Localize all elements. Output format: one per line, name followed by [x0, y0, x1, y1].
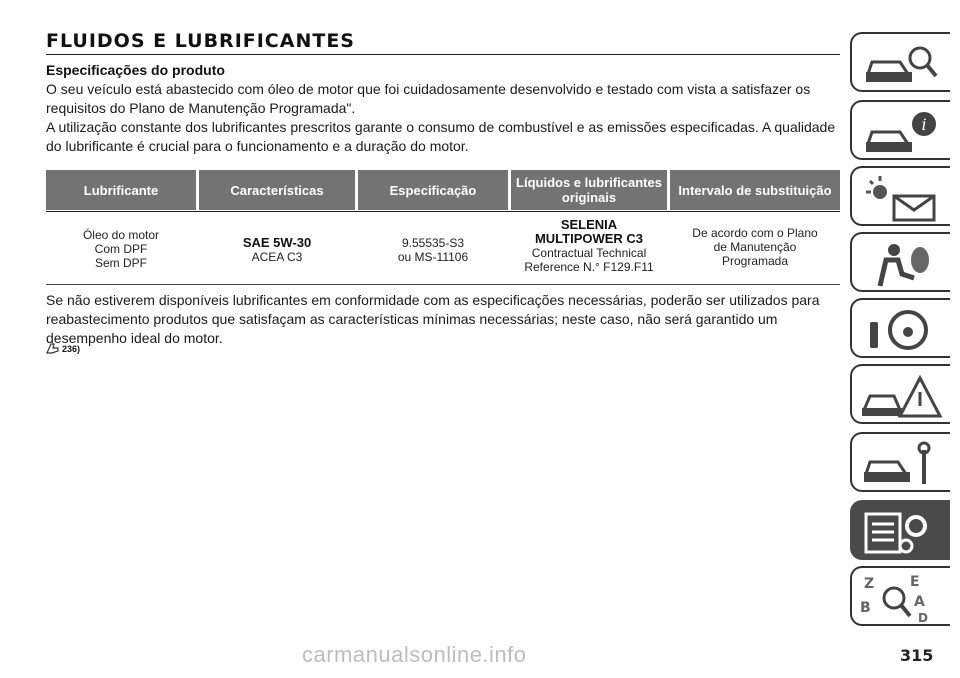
svg-text:Z: Z — [864, 576, 875, 592]
airbag-seat-icon — [858, 238, 944, 290]
car-info-icon — [858, 106, 944, 158]
tab-safety[interactable] — [850, 232, 950, 292]
header-replacement-interval: Intervalo de substituição — [670, 170, 840, 210]
tab-starting-driving[interactable] — [850, 298, 950, 358]
tab-index[interactable] — [850, 566, 950, 626]
table-header-row — [46, 170, 840, 210]
car-search-icon — [858, 38, 944, 90]
svg-text:B: B — [860, 600, 871, 616]
warning-reference[interactable] — [46, 342, 80, 354]
car-breakdown-warning-icon — [858, 370, 944, 422]
warning-hand-icon — [46, 342, 60, 354]
cell-lubricant: Óleo do motor Com DPF Sem DPF — [82, 228, 160, 270]
svg-text:i: i — [921, 115, 927, 134]
table-row — [46, 212, 840, 284]
intro-paragraph: O seu veículo está abastecido com óleo de motor que foi cuidadosamente desenvolvido e testado com vista a satisfazer os requisitos do Plano de Manutenção Programada". — [46, 81, 811, 116]
svg-text:A: A — [914, 594, 925, 610]
car-wrench-icon — [858, 438, 944, 490]
cell-replacement-interval: De acordo com o Plano de Manutenção Programada — [692, 226, 818, 268]
header-original-fluids: Líquidos e lubrificantes originais — [511, 170, 667, 210]
warning-lights-message-icon — [858, 172, 944, 224]
title-divider — [46, 54, 840, 55]
cell-characteristics: SAE 5W-30 ACEA C3 — [242, 235, 312, 264]
tab-technical-specifications[interactable] — [850, 500, 950, 560]
svg-text:E: E — [910, 574, 920, 590]
tab-emergency[interactable] — [850, 364, 950, 424]
warning-ref-number: 236) — [62, 344, 81, 354]
tab-instruments[interactable] — [850, 100, 950, 160]
tab-getting-to-know[interactable] — [850, 32, 950, 92]
row-divider — [46, 284, 840, 285]
page-title: FLUIDOS E LUBRIFICANTES — [46, 30, 355, 52]
cell-specification: 9.55535-S3 ou MS-11106 — [397, 236, 469, 264]
alternative-lubricant-paragraph: Se não estiverem disponíveis lubrificantes em conformidade com as especificações necessárias, poderão ser utilizados para reabastecimento produtos que satisfaçam as características mínimas necessárias; neste caso, não será garantido um desempenho ideal do motor. — [46, 292, 820, 346]
lubricant-quality-paragraph: A utilização constante dos lubrificantes prescritos garante o consumo de combustível e as emissões especificadas. A qualidade do lubrificante é crucial para o funcionamento e a duração do motor. — [46, 119, 836, 154]
svg-text:D: D — [918, 611, 928, 624]
cell-original-fluids: SELENIA MULTIPOWER C3 Contractual Technical Reference N.° F129.F11 — [524, 217, 654, 274]
tab-maintenance[interactable] — [850, 432, 950, 492]
header-characteristics: Características — [199, 170, 355, 210]
header-specification: Especificação — [358, 170, 508, 210]
specifications-gears-icon — [858, 506, 944, 558]
header-lubricant: Lubrificante — [46, 170, 196, 210]
lubricant-spec-table — [46, 170, 840, 285]
tab-warning-lights[interactable] — [850, 166, 950, 226]
key-steering-wheel-icon — [858, 304, 944, 356]
page-number: 315 — [900, 646, 934, 665]
section-subheading: Especificações do produto — [46, 62, 225, 78]
watermark: carmanualsonline.info — [302, 642, 527, 667]
alphabetical-index-icon — [858, 572, 944, 624]
